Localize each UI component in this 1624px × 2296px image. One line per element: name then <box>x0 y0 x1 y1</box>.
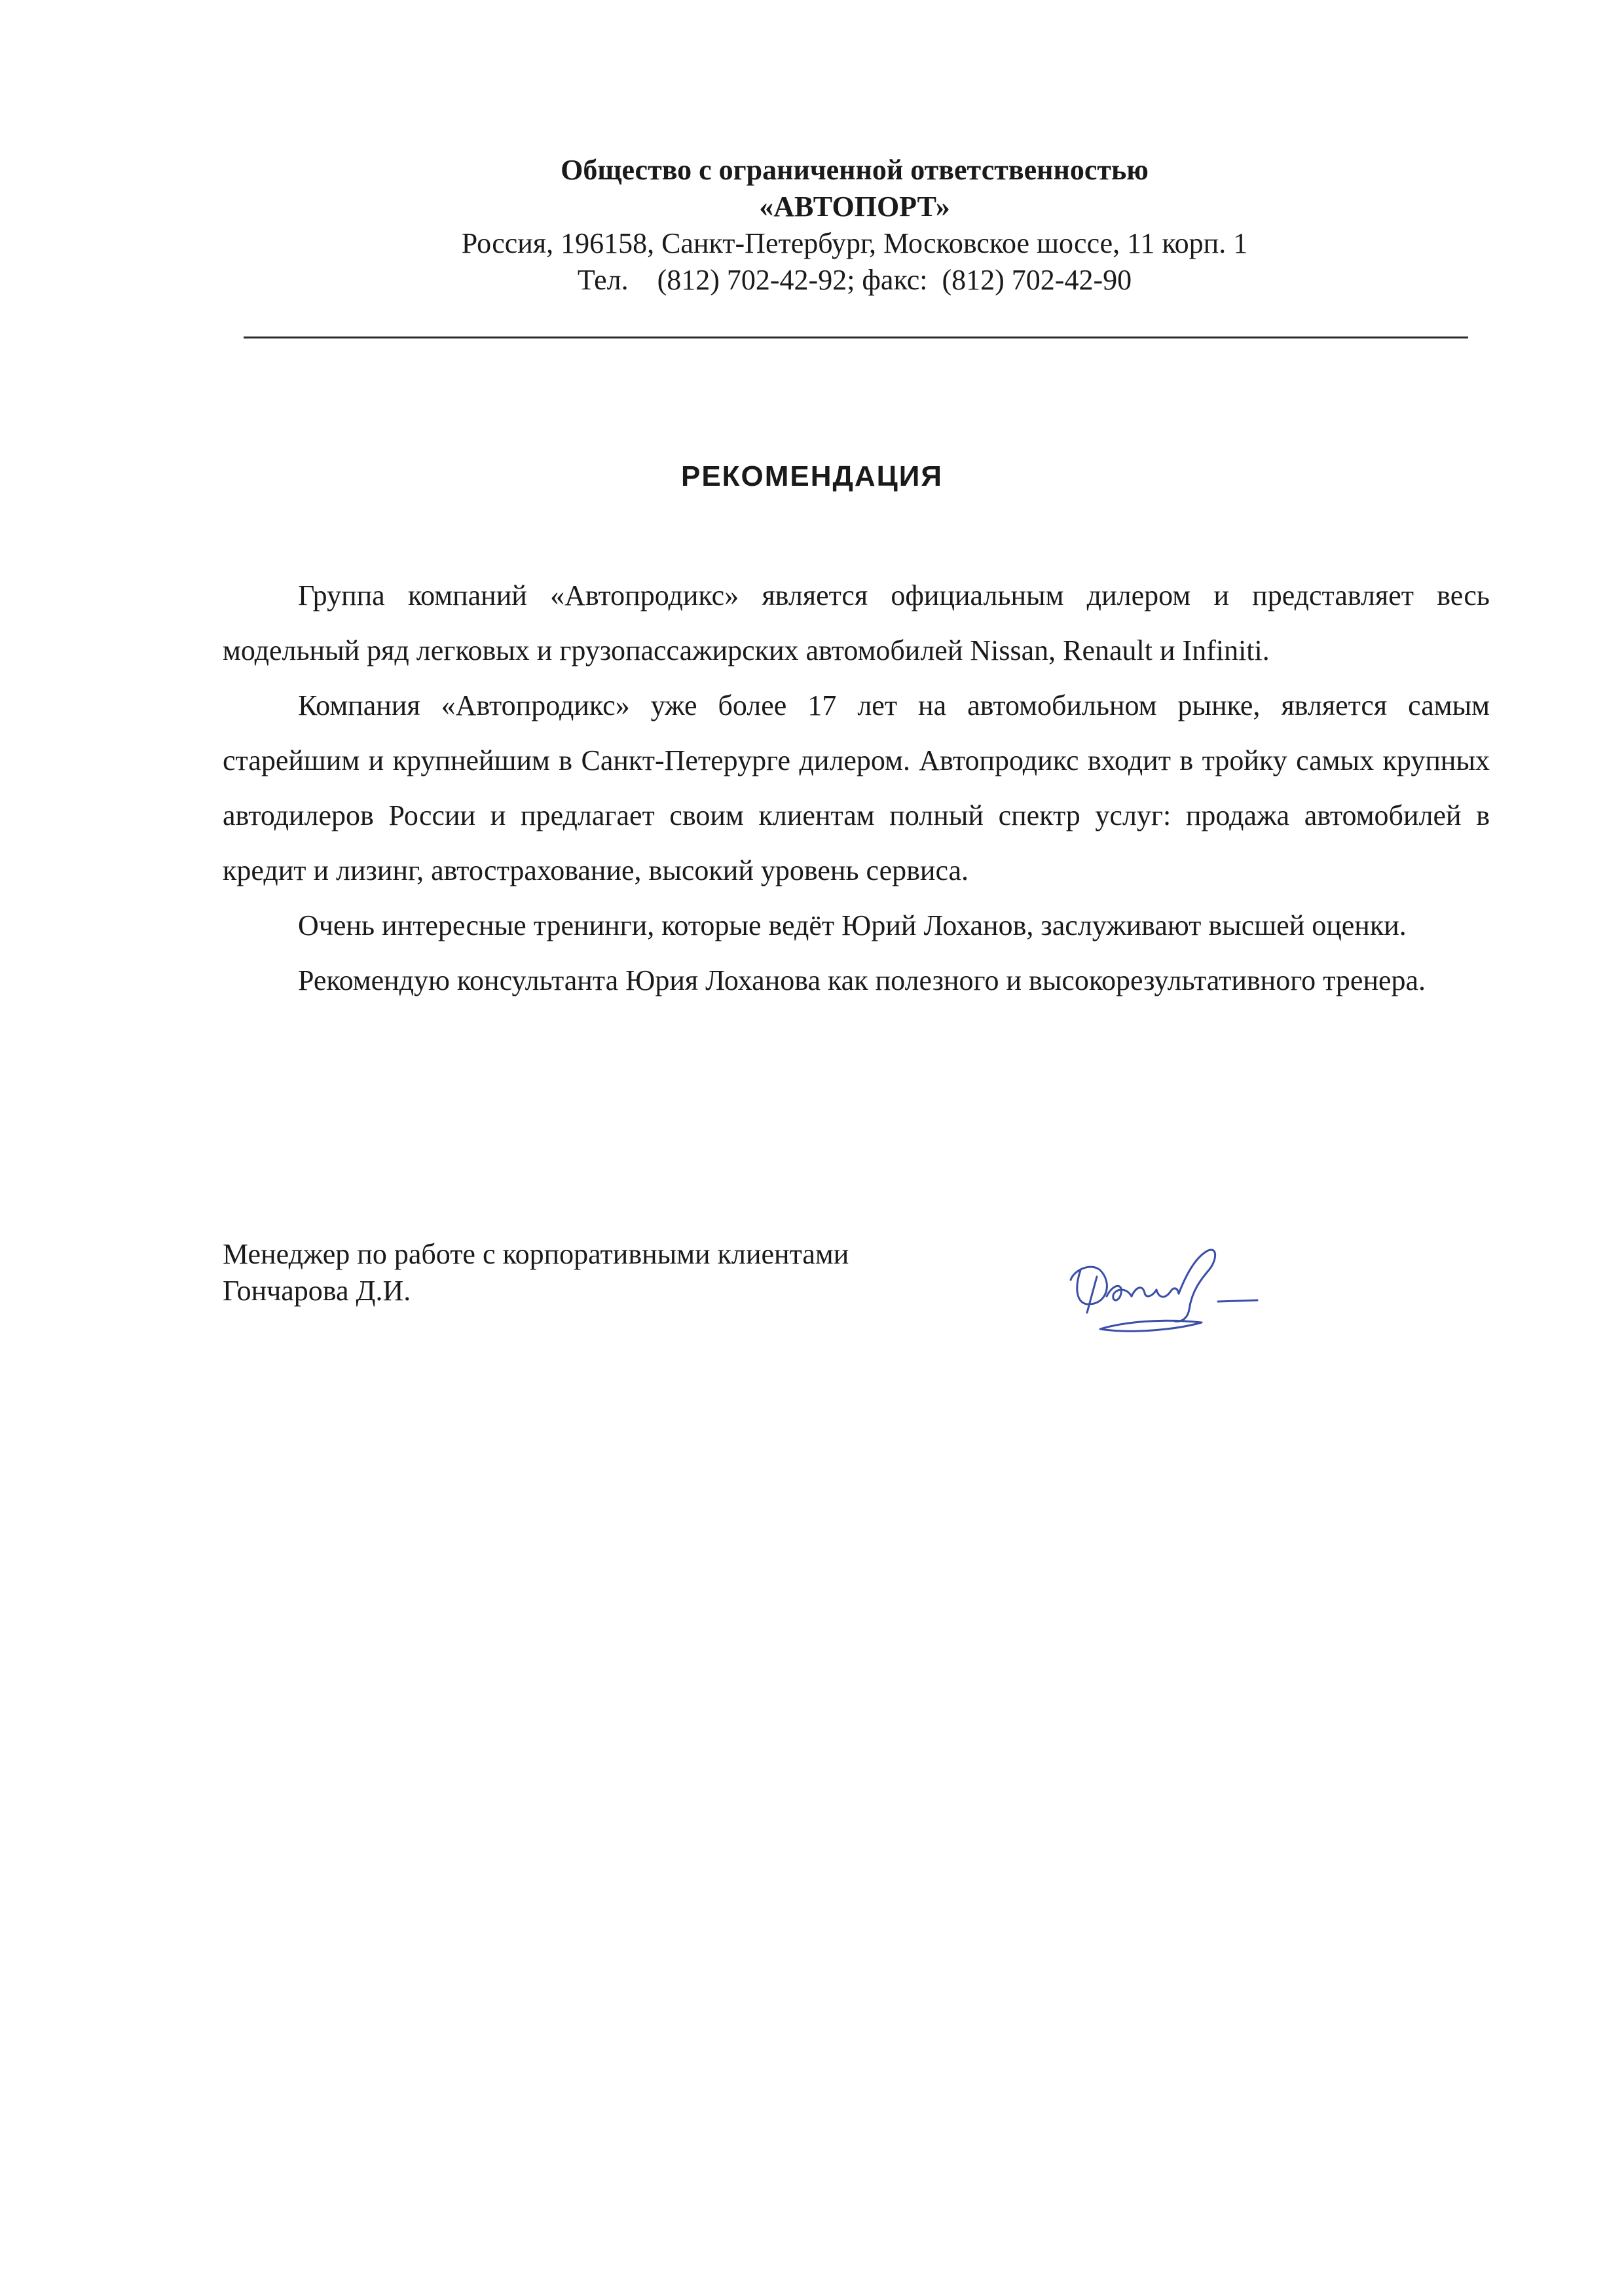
signatory-position: Менеджер по работе с корпоративными клиентами <box>223 1238 849 1270</box>
signature-block <box>223 1236 1008 1309</box>
body-paragraph: Группа компаний «Автопродикс» является официальным дилером и представляет весь модельный ряд легковых и грузопассажирских автомобилей Nissan, Renault и Infiniti. <box>223 579 1490 666</box>
document-title: РЕКОМЕНДАЦИЯ <box>680 460 944 492</box>
body-paragraph: Очень интересные тренинги, которые ведёт Юрий Лоханов, заслуживают высшей оценки. <box>298 909 1407 941</box>
body-paragraph: Компания «Автопродикс» уже более 17 лет на автомобильном рынке, является самым старейшим и крупнейшим в Санкт-Петерурге дилером. Автопродикс входит в тройку самых крупных автодилеров России и предлагает своим клиентам полный спектр услуг: продажа автомобилей в кредит и лизинг, автострахование, высокий уровень сервиса. <box>223 689 1490 886</box>
organization-short-name: «АВТОПОРТ» <box>759 191 950 223</box>
letterhead <box>242 152 1467 299</box>
organization-name: Общество с ограниченной ответственностью <box>561 154 1149 186</box>
organization-phone-fax: Тел. (812) 702-42-92; факс: (812) 702-42-90 <box>577 264 1132 296</box>
letter-body <box>223 568 1490 1008</box>
letterhead-divider <box>244 337 1468 338</box>
body-paragraph: Рекомендую консультанта Юрия Лоханова как полезного и высокорезультативного тренера. <box>298 964 1426 996</box>
signatory-name: Гончарова Д.И. <box>223 1275 411 1307</box>
handwritten-signature <box>1061 1231 1277 1336</box>
organization-address: Россия, 196158, Санкт-Петербург, Московское шоссе, 11 корп. 1 <box>461 227 1248 259</box>
